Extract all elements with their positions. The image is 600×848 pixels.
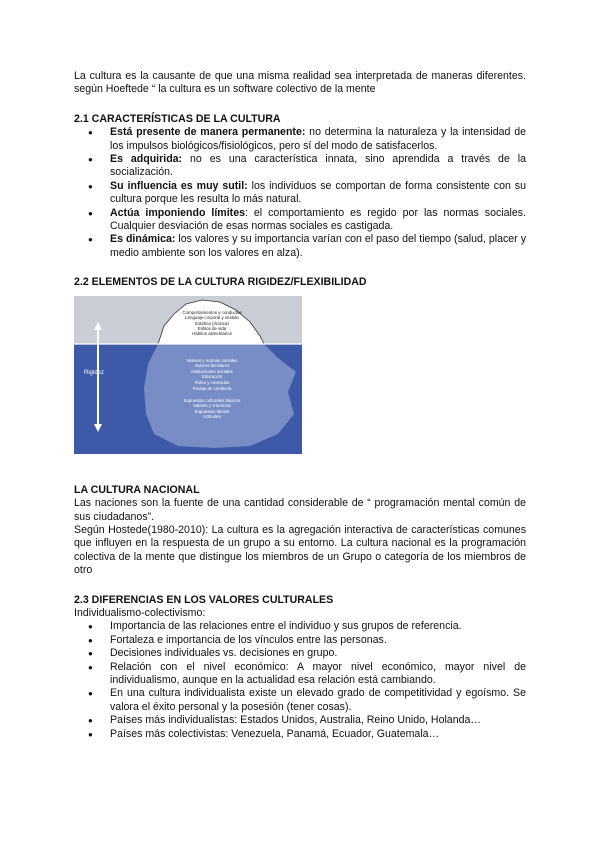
iceberg-figure bbox=[74, 296, 302, 454]
tip-line: Comportamientos y conductas bbox=[182, 309, 242, 315]
diferencias-subheading: Individualismo-colectivismo: bbox=[74, 606, 206, 619]
item-text: los valores y su importancia varían con el paso del tiempo (salud, placer y medio ambiente son los valores en alza). bbox=[110, 233, 527, 259]
mid-line: Educación bbox=[201, 374, 223, 380]
item-term: Su influencia es muy sutil: bbox=[110, 179, 248, 192]
item-term: Actúa imponiendo límites bbox=[110, 206, 245, 219]
list-item bbox=[74, 180, 526, 207]
list-item: ● En una cultura individualista existe un elevado grado de competitividad y egoísmo. Se valora el éxito personal y la posesión (tener cosas). bbox=[74, 687, 526, 714]
iceberg-tip-text bbox=[170, 310, 254, 337]
bottom-line: Supuestos culturales básicos bbox=[183, 397, 241, 403]
mid-line: Pautas de conducta bbox=[192, 385, 232, 391]
rigidez-arrow-head-up bbox=[94, 322, 102, 330]
diferencias-list bbox=[74, 620, 526, 741]
item-text: no determina la naturaleza y la intensidad de los impulsos biológicos/fisiológicos, pero sí del modo de satisfacerlos. bbox=[110, 126, 526, 152]
document-page bbox=[74, 70, 526, 741]
iceberg-middle-text bbox=[164, 358, 260, 392]
item-term: Está presente de manera permanente: bbox=[110, 126, 306, 139]
item-text: no es una característica innata, sino aprendida a través de la socialización. bbox=[110, 153, 527, 179]
section-heading-caracteristicas: 2.1 CARACTERÍSTICAS DE LA CULTURA bbox=[74, 112, 281, 125]
cultura-nacional-p2: Según Hostede(1980-2010): La cultura es la agregación interactiva de características comunes que influyen en la respuesta de un grupo a su entorno. La cultura nacional es la programación colectiva de la mente que distingue los miembros de un Grupo o categoría de los miembros de otro bbox=[74, 523, 526, 577]
intro-paragraph: La cultura es la causante de que una misma realidad sea interpretada de maneras diferentes. según Hoeftede “ la cultura es un software colectivo de la mente bbox=[74, 70, 526, 96]
iceberg-bottom-text bbox=[164, 398, 260, 420]
item-text: : el comportamiento es regido por las normas sociales. Cualquier desviación de esas normas sociales es castigada. bbox=[110, 206, 526, 233]
mid-line: Roles y creencias bbox=[194, 380, 230, 386]
list-item: ● Países más colectivistas: Venezuela, Panamá, Ecuador, Guatemala… bbox=[74, 728, 526, 741]
mid-line: Valores familiares bbox=[194, 363, 230, 369]
bottom-line: Supuestos tácitos bbox=[194, 408, 230, 414]
item-term: Es dinámica: bbox=[110, 233, 176, 246]
list-item: ● Países más individualistas: Estados Unidos, Australia, Reino Unido, Holanda… bbox=[74, 714, 526, 727]
list-item bbox=[74, 153, 526, 180]
section-heading-diferencias: 2.3 DIFERENCIAS EN LOS VALORES CULTURALES bbox=[74, 593, 334, 606]
list-item: ● Relación con el nivel económico: A mayor nivel económico, mayor nivel de individualismo, aunque en la actualidad esa relación está cambiando. bbox=[74, 661, 526, 688]
cultura-nacional-p1: Las naciones son la fuente de una cantidad considerable de “ programación mental común de sus ciudadanos”. bbox=[74, 497, 526, 523]
mid-line: Valores y normas sociales bbox=[186, 357, 238, 363]
mid-line: Instituciones sociales bbox=[191, 368, 233, 374]
list-item: ● Importancia de las relaciones entre el individuo y sus grupos de referencia. bbox=[74, 620, 526, 633]
list-item: ● Decisiones individuales vs. decisiones en grupo. bbox=[74, 647, 526, 660]
tip-line: Hábitos alimentarios bbox=[192, 331, 232, 337]
list-item bbox=[74, 207, 526, 234]
rigidez-label: Rigidez bbox=[84, 369, 105, 376]
bottom-line: Actitudes bbox=[202, 414, 222, 420]
tip-line: Estilos de vida bbox=[197, 325, 227, 331]
caracteristicas-list bbox=[74, 126, 526, 260]
list-item: ● Fortaleza e importancia de los vínculos entre las personas. bbox=[74, 634, 526, 647]
list-item bbox=[74, 233, 526, 260]
tip-line: Lenguaje corporal y vestido bbox=[185, 315, 239, 321]
section-heading-elementos: 2.2 ELEMENTOS DE LA CULTURA RIGIDEZ/FLEXIBILIDAD bbox=[74, 276, 367, 289]
rigidez-arrow-head-down bbox=[94, 424, 102, 432]
section-heading-cultura-nacional: LA CULTURA NACIONAL bbox=[74, 483, 200, 496]
item-term: Es adquirida: bbox=[110, 153, 183, 166]
list-item bbox=[74, 126, 526, 153]
tip-line: Estética (música) bbox=[195, 320, 229, 326]
bottom-line: Valores y creencias bbox=[193, 403, 231, 409]
item-text: los individuos se comportan de forma consistente con su cultura porque les resulta lo más natural. bbox=[110, 179, 526, 206]
